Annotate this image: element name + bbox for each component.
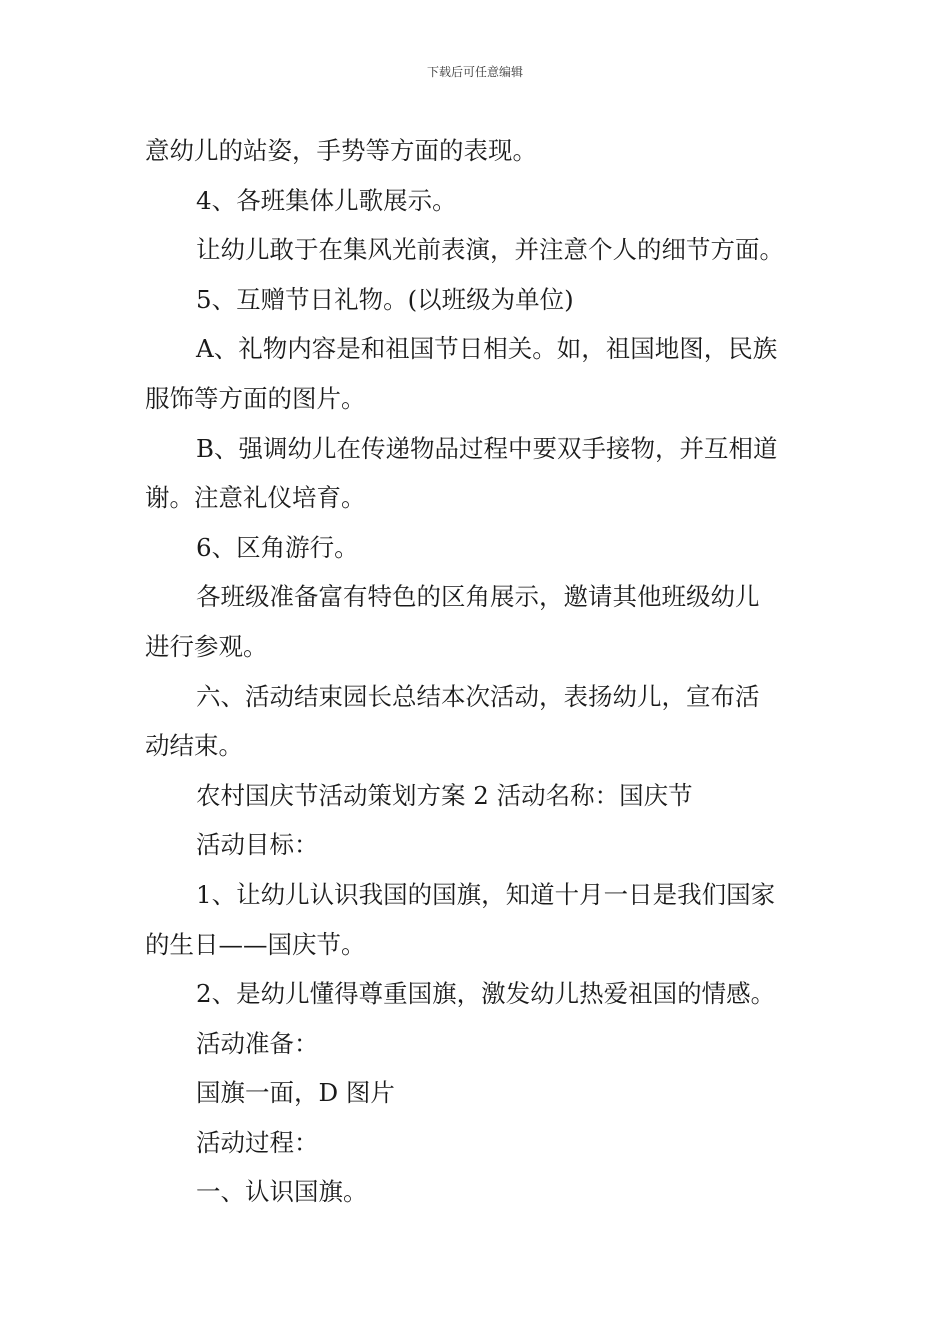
paragraph-line: 6、区角游行。: [196, 532, 359, 562]
paragraph-line: 国旗一面，D 图片: [196, 1078, 395, 1108]
page-header: 下载后可任意编辑: [426, 65, 523, 79]
paragraph-line: 各班级准备富有特色的区角展示，邀请其他班级幼儿: [196, 582, 760, 612]
paragraph-line: 活动准备：: [196, 1028, 319, 1058]
paragraph-line: 活动目标：: [196, 830, 319, 860]
paragraph-line: 2、是幼儿懂得尊重国旗，激发幼儿热爱祖国的情感。: [196, 979, 776, 1009]
paragraph-line: 4、各班集体儿歌展示。: [196, 185, 457, 215]
paragraph-line: 进行参观。: [145, 631, 268, 661]
paragraph-line: 谢。注意礼仪培育。: [145, 483, 366, 513]
paragraph-line: 的生日——国庆节。: [145, 929, 366, 959]
paragraph-line: 5、互赠节日礼物。(以班级为单位): [196, 284, 574, 314]
paragraph-line: 服饰等方面的图片。: [145, 383, 366, 413]
paragraph-line: 一、认识国旗。: [196, 1177, 368, 1207]
paragraph-line: 意幼儿的站姿，手势等方面的表现。: [145, 136, 537, 165]
paragraph-line: 活动过程：: [196, 1127, 319, 1157]
paragraph-line: 1、让幼儿认识我国的国旗，知道十月一日是我们国家: [196, 879, 776, 909]
paragraph-line: 农村国庆节活动策划方案 2 活动名称：国庆节: [196, 780, 693, 810]
paragraph-line: 让幼儿敢于在集风光前表演，并注意个人的细节方面。: [196, 235, 784, 265]
paragraph-line: 六、活动结束园长总结本次活动，表扬幼儿，宣布活: [196, 681, 760, 711]
paragraph-line: B、强调幼儿在传递物品过程中要双手接物，并互相道: [196, 433, 778, 463]
document-body: [145, 126, 810, 1217]
paragraph-line: A、礼物内容是和祖国节日相关。如，祖国地图，民族: [196, 334, 778, 364]
paragraph-line: 动结束。: [145, 731, 243, 761]
